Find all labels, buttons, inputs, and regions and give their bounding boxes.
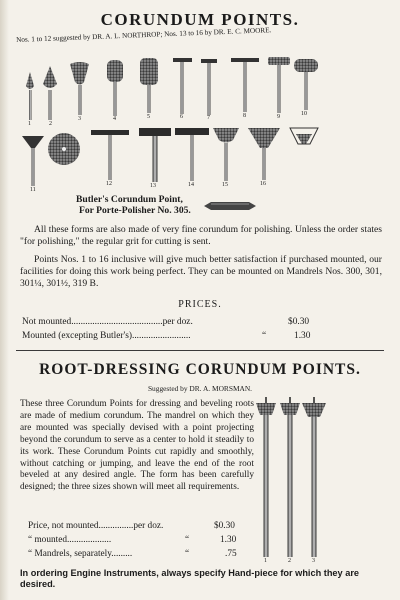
fig-number: 14 — [188, 182, 194, 188]
tool-number: 2 — [288, 558, 291, 564]
fig-number: 1 — [28, 121, 31, 127]
ditto-mark: “ — [185, 535, 190, 545]
point-fig-14 — [175, 128, 209, 181]
price-value: $0.30 — [288, 317, 310, 327]
point-fig-8 — [231, 58, 259, 112]
point-fig-extra-cup — [290, 128, 318, 144]
fig-number: 6 — [180, 114, 183, 120]
point-fig-12 — [91, 130, 129, 180]
ditto-mark: “ — [262, 331, 267, 341]
fig-number: 2 — [49, 121, 52, 127]
fig-number: 7 — [207, 115, 210, 121]
point-fig-13 — [139, 128, 171, 182]
butler-point-caption — [76, 194, 191, 216]
root-tool-1 — [256, 397, 276, 557]
point-fig-10 — [294, 59, 318, 110]
price-value: 1.30 — [294, 331, 311, 341]
fig-number: 4 — [113, 116, 116, 122]
point-fig-7 — [201, 59, 217, 115]
root-dressing-paragraph: These three Corundum Points for dressing and beveling roots are made of medium corundum. The mandrel on which they are mounted was specially devised with a point projecting beyond the corundum to serve as a center to hold it steadily to its work. These Corundum Points cut rapidly and smoothly, without catching or jumping, and leave the end of the root beveled at any desired angle. The form has been carefully designed; the three sizes shown will meet all requirements. — [20, 399, 254, 493]
polishing-paragraph: All these forms are also made of very fine corundum for polishing. Unless the order states "for polishing," the regular grit for cutting is sent. — [20, 224, 382, 248]
fig-number: 11 — [30, 187, 36, 193]
fig-number: 12 — [106, 181, 112, 187]
root-dressing-tools-illustration — [250, 395, 340, 570]
fig-number: 13 — [150, 183, 156, 189]
section-title-root-dressing: ROOT-DRESSING CORUNDUM POINTS. — [39, 361, 361, 378]
section-divider — [16, 350, 384, 351]
fig-number: 10 — [301, 111, 307, 117]
suggested-by-line: Suggested by DR. A. MORSMAN. — [147, 384, 253, 393]
fig-number: 16 — [260, 181, 266, 187]
point-fig-1 — [26, 72, 34, 120]
mounting-paragraph: Points Nos. 1 to 16 inclusive will give much better satisfaction if purchased mounted, our facilities for doing this work being perfect. They can be mounted on Mandrels Nos. 300, 301, 301¼, 301½, 319 B. — [20, 254, 382, 290]
caption-line: Butler's Corundum Point, — [76, 194, 183, 205]
prices-heading: PRICES. — [178, 299, 222, 310]
price-value: $0.30 — [214, 521, 235, 531]
price-label: Mounted (excepting Butler's)......................... — [22, 331, 191, 341]
point-fig-9 — [268, 57, 290, 113]
fig-number: 9 — [277, 114, 280, 120]
fig-number: 15 — [222, 182, 228, 188]
corundum-points-illustration — [0, 48, 400, 198]
point-fig-15 — [213, 128, 239, 181]
suggested-by-line: Nos. 1 to 12 suggested by DR. A. L. NORTHROP; Nos. 13 to 16 by DR. E. C. MOORE. — [16, 26, 272, 44]
fig-number: 8 — [243, 113, 246, 119]
corundum-points-drawing — [0, 48, 400, 198]
price-row — [22, 317, 382, 327]
price-row — [28, 521, 258, 531]
price-label: Not mounted.......................................per doz. — [22, 317, 193, 327]
butler-point-drawing — [203, 199, 257, 213]
ditto-mark: “ — [185, 549, 190, 559]
root-tool-3 — [302, 397, 326, 557]
section-title-corundum-points: CORUNDUM POINTS. — [100, 10, 300, 29]
caption-line: For Porte-Polisher No. 305. — [79, 205, 191, 216]
root-tool-2 — [280, 397, 300, 557]
tool-number: 3 — [312, 558, 315, 564]
price-value: 1.30 — [220, 535, 237, 545]
price-label: Price, not mounted...............per doz. — [28, 521, 164, 531]
price-row — [28, 535, 258, 545]
point-fig-3 — [70, 62, 89, 115]
root-dressing-tools-drawing — [250, 395, 340, 565]
point-fig-5 — [140, 58, 158, 113]
tool-number: 1 — [264, 558, 267, 564]
point-fig-11a — [22, 136, 44, 186]
price-label: “ mounted................... — [28, 535, 112, 545]
price-row — [28, 549, 258, 559]
price-label: “ Mandrels, separately......... — [28, 549, 133, 559]
fig-number: 3 — [78, 116, 81, 122]
point-fig-11b-disk — [48, 133, 80, 165]
point-fig-2 — [43, 66, 57, 120]
ordering-note: In ordering Engine Instruments, always specify Hand-piece for which they are desired. — [20, 568, 359, 589]
point-fig-16 — [248, 128, 280, 180]
fig-number: 5 — [147, 114, 150, 120]
price-row — [22, 331, 382, 341]
point-fig-6 — [173, 58, 192, 114]
price-value: .75 — [225, 549, 237, 559]
point-fig-4 — [107, 60, 123, 116]
